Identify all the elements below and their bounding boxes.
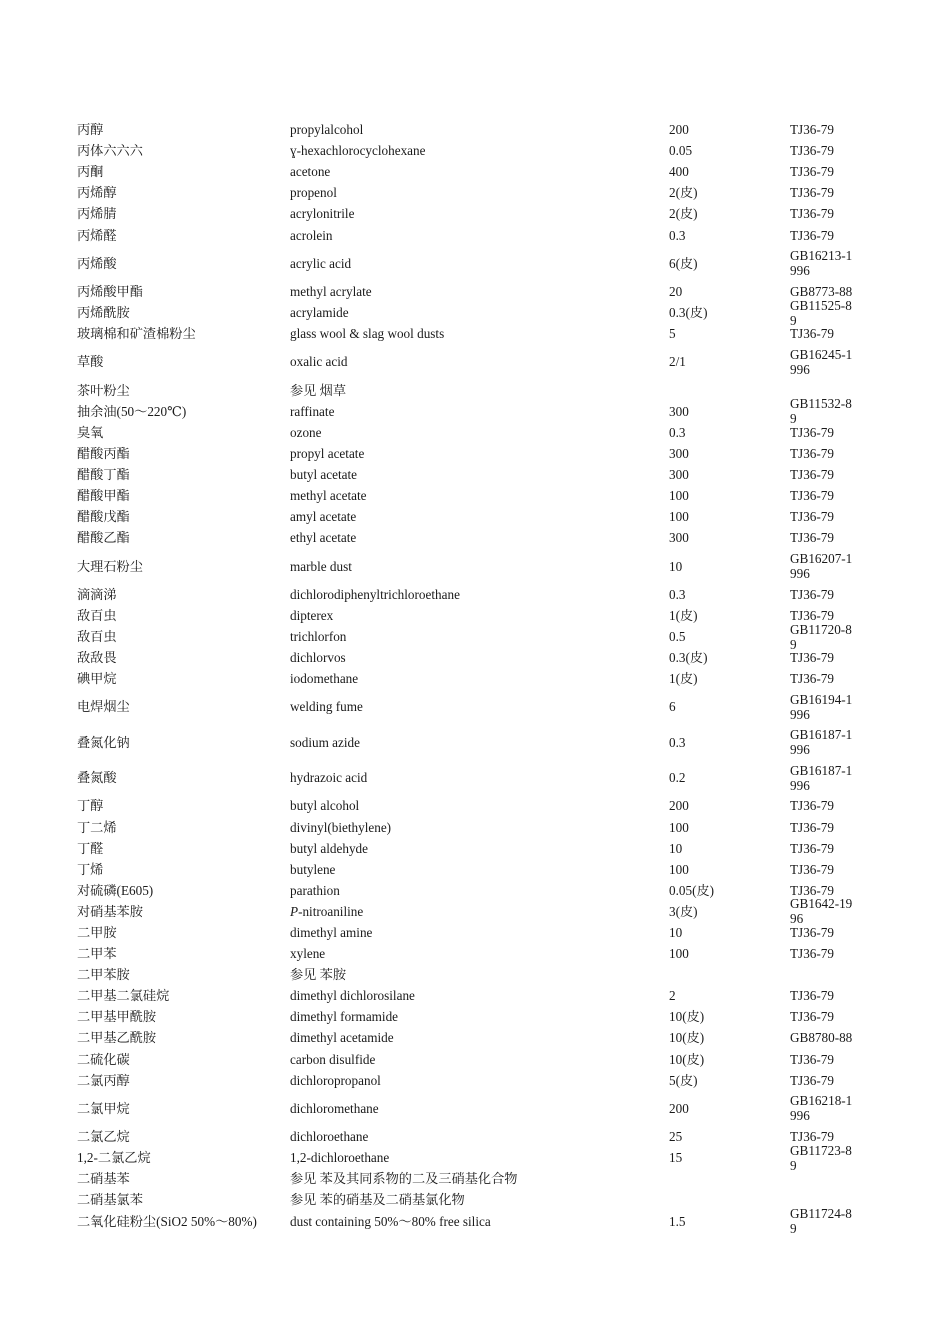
table-row <box>77 896 897 927</box>
chinese-name: 丙烯醇 <box>77 185 117 201</box>
chinese-name: 臭氧 <box>77 424 104 440</box>
standard-cell <box>790 820 880 835</box>
mac-value: 0.3 <box>669 734 686 750</box>
chinese-name: 醋酸丙酯 <box>77 445 130 461</box>
table-row <box>77 817 897 838</box>
standard-cell <box>790 763 880 793</box>
standard-code: TJ36-79 <box>790 1009 834 1025</box>
standard-cell <box>790 988 880 1003</box>
chinese-name: 二甲胺 <box>77 925 117 941</box>
standard-cell <box>790 248 880 278</box>
standard-cell <box>790 1009 880 1024</box>
standard-cell <box>790 446 880 461</box>
standard-code: TJ36-79 <box>790 424 834 440</box>
english-name: dichloroethane <box>290 1129 369 1145</box>
table-row <box>77 1126 897 1147</box>
chinese-name: 电焊烟尘 <box>77 699 130 715</box>
chinese-name: 二甲基乙酰胺 <box>77 1030 157 1046</box>
table-row <box>77 725 897 760</box>
standard-cell <box>790 798 880 813</box>
table-row <box>77 1206 897 1237</box>
mac-value: 100 <box>669 946 689 962</box>
table-row <box>77 1027 897 1048</box>
standard-code: TJ36-79 <box>790 530 834 546</box>
standard-code: TJ36-79 <box>790 122 834 138</box>
mac-value: 300 <box>669 403 689 419</box>
standard-code: GB8780-88 <box>790 1030 853 1046</box>
standard-cell <box>790 671 880 686</box>
standard-code: TJ36-79 <box>790 509 834 525</box>
chinese-name: 二甲苯胺 <box>77 967 130 983</box>
standard-cell <box>790 862 880 877</box>
mac-value: 0.3 <box>669 424 686 440</box>
chinese-name: 丁醇 <box>77 798 104 814</box>
standard-code: TJ36-79 <box>790 227 834 243</box>
mac-value: 0.05(皮) <box>669 882 715 898</box>
mac-value: 10 <box>669 558 683 574</box>
chinese-name: 丁烯 <box>77 861 104 877</box>
english-name: marble dust <box>290 558 352 574</box>
mac-value: 15 <box>669 1150 683 1166</box>
english-name: ɣ-hexachlorocyclohexane <box>290 143 426 159</box>
mac-value: 1.5 <box>669 1213 686 1229</box>
chinese-name: 草酸 <box>77 354 104 370</box>
standard-code: TJ36-79 <box>790 861 834 877</box>
mac-value: 2(皮) <box>669 185 698 201</box>
table-row <box>77 140 897 161</box>
english-name: dimethyl acetamide <box>290 1030 394 1046</box>
mac-value: 5 <box>669 326 676 342</box>
standard-code: GB16187-1996 <box>790 762 853 793</box>
table-row <box>77 964 897 985</box>
standard-cell <box>790 925 880 940</box>
standard-code: TJ36-79 <box>790 143 834 159</box>
chinese-name: 丙体六六六 <box>77 143 143 159</box>
mac-value: 2/1 <box>669 354 686 370</box>
chinese-name: 二氯丙醇 <box>77 1072 130 1088</box>
mac-value: 10(皮) <box>669 1051 705 1067</box>
table-row <box>77 464 897 485</box>
chinese-name: 二硫化碳 <box>77 1051 130 1067</box>
table-row <box>77 1142 897 1173</box>
english-name: propylalcohol <box>290 122 364 138</box>
english-name: xylene <box>290 946 326 962</box>
standard-cell <box>790 122 880 137</box>
mac-value: 10(皮) <box>669 1030 705 1046</box>
chinese-name: 敌百虫 <box>77 629 117 644</box>
standard-cell <box>790 396 880 426</box>
table-row <box>77 668 897 689</box>
mac-value: 3(皮) <box>669 903 698 919</box>
table-row <box>77 396 897 427</box>
chinese-name: 丙酮 <box>77 164 104 180</box>
standard-code: GB11532-89 <box>790 396 852 427</box>
mac-value: 10 <box>669 840 683 856</box>
chinese-name: 丙烯酰胺 <box>77 305 130 321</box>
mac-value: 1(皮) <box>669 671 698 687</box>
standard-cell <box>790 488 880 503</box>
chinese-name: 二甲苯 <box>77 946 117 962</box>
chinese-name: 丙烯腈 <box>77 206 117 222</box>
chinese-name: 醋酸丁酯 <box>77 467 130 483</box>
table-row <box>77 548 897 583</box>
mac-value: 0.05 <box>669 143 693 159</box>
chinese-name: 丙烯酸甲酯 <box>77 284 143 299</box>
english-name: 参见 苯胺 <box>290 967 347 983</box>
english-name: 1,2-dichloroethane <box>290 1150 390 1166</box>
chinese-name: 玻璃棉和矿渣棉粉尘 <box>77 326 196 342</box>
table-row <box>77 281 897 302</box>
standard-cell <box>790 946 880 961</box>
standard-cell <box>790 1093 880 1123</box>
mac-value: 10(皮) <box>669 1009 705 1025</box>
standard-code: TJ36-79 <box>790 1072 834 1088</box>
english-name: trichlorfon <box>290 629 347 644</box>
chinese-name: 叠氮化钠 <box>77 734 130 750</box>
table-row <box>77 1168 897 1189</box>
chinese-name: 丙烯醛 <box>77 227 117 243</box>
chinese-name: 丙烯酸 <box>77 255 117 271</box>
mac-value: 300 <box>669 467 689 483</box>
table-row <box>77 119 897 140</box>
english-name: acrylamide <box>290 305 349 321</box>
chinese-name: 抽余油(50～220℃) <box>77 403 187 419</box>
chinese-name: 醋酸甲酯 <box>77 488 130 504</box>
mac-value: 200 <box>669 1100 689 1116</box>
standard-cell <box>790 841 880 856</box>
english-name-rest: -nitroaniline <box>298 903 364 919</box>
standard-code: GB16194-1996 <box>790 691 853 722</box>
chinese-name: 二氯甲烷 <box>77 1100 130 1116</box>
table-row <box>77 323 897 344</box>
standard-cell <box>790 1030 880 1045</box>
english-name: raffinate <box>290 403 335 419</box>
standard-code: GB1642-1996 <box>790 896 853 927</box>
mac-value: 0.3(皮) <box>669 305 708 321</box>
standard-cell <box>790 1073 880 1088</box>
standard-code: TJ36-79 <box>790 326 834 342</box>
english-name: hydrazoic acid <box>290 770 368 786</box>
english-name: glass wool & slag wool dusts <box>290 326 445 342</box>
standard-code: GB16187-1996 <box>790 727 853 758</box>
english-name: 参见 烟草 <box>290 382 347 398</box>
table-row <box>77 1070 897 1091</box>
standard-cell <box>790 1052 880 1067</box>
english-name: propenol <box>290 185 337 201</box>
standard-code: TJ36-79 <box>790 1129 834 1145</box>
table-row <box>77 527 897 548</box>
english-name: acrylic acid <box>290 255 352 271</box>
english-name: methyl acetate <box>290 488 367 504</box>
standard-code: TJ36-79 <box>790 1051 834 1067</box>
english-name <box>290 904 669 919</box>
standard-cell <box>790 467 880 482</box>
mac-value: 100 <box>669 488 689 504</box>
standard-code: TJ36-79 <box>790 650 834 666</box>
english-name: dimethyl amine <box>290 925 373 941</box>
table-row <box>77 584 897 605</box>
table-row <box>77 182 897 203</box>
english-name: dimethyl dichlorosilane <box>290 988 415 1004</box>
chinese-name: 滴滴涕 <box>77 586 117 602</box>
standard-cell <box>790 143 880 158</box>
table-row <box>77 1049 897 1070</box>
standard-cell <box>790 530 880 545</box>
table-row <box>77 485 897 506</box>
standard-code: TJ36-79 <box>790 946 834 962</box>
standard-code: TJ36-79 <box>790 882 834 898</box>
standard-cell <box>790 1143 880 1173</box>
chinese-name: 二氯乙烷 <box>77 1129 130 1145</box>
standard-code: GB11724-89 <box>790 1206 852 1237</box>
english-name: dichloromethane <box>290 1100 379 1116</box>
table-row <box>77 689 897 724</box>
standard-cell <box>790 896 880 926</box>
english-name: butyl alcohol <box>290 798 360 814</box>
standard-cell <box>790 727 880 757</box>
chinese-name: 对硫磷(E605) <box>77 882 154 898</box>
table-row <box>77 760 897 795</box>
english-name: iodomethane <box>290 671 359 687</box>
substance-table <box>77 119 897 1237</box>
chinese-name: 敌敌畏 <box>77 650 117 666</box>
standard-cell <box>790 425 880 440</box>
table-row <box>77 838 897 859</box>
standard-cell <box>790 650 880 665</box>
english-name: oxalic acid <box>290 354 348 370</box>
standard-cell <box>790 326 880 341</box>
standard-code: TJ36-79 <box>790 164 834 180</box>
english-name: parathion <box>290 882 340 898</box>
table-row <box>77 647 897 668</box>
standard-code: TJ36-79 <box>790 671 834 687</box>
english-name: 参见 苯的硝基及二硝基氯化物 <box>290 1192 465 1208</box>
table-row <box>77 922 897 943</box>
chinese-name: 二硝基氯苯 <box>77 1192 143 1208</box>
table-row <box>77 880 897 901</box>
standard-cell <box>790 509 880 524</box>
table-row <box>77 203 897 224</box>
chinese-name: 醋酸乙酯 <box>77 530 130 546</box>
mac-value: 5(皮) <box>669 1072 698 1088</box>
standard-cell <box>790 298 880 328</box>
table-row <box>77 859 897 880</box>
standard-code: TJ36-79 <box>790 488 834 504</box>
table-row <box>77 985 897 1006</box>
mac-value: 400 <box>669 164 689 180</box>
standard-code: TJ36-79 <box>790 206 834 222</box>
table-row <box>77 443 897 464</box>
standard-cell <box>790 1206 880 1236</box>
english-name: ethyl acetate <box>290 530 357 546</box>
table-row <box>77 506 897 527</box>
standard-code: GB16213-1996 <box>790 248 853 279</box>
mac-value: 2 <box>669 988 676 1004</box>
mac-value: 10 <box>669 925 683 941</box>
chinese-name: 大理石粉尘 <box>77 558 143 574</box>
english-name: dichlorodiphenyltrichloroethane <box>290 586 460 602</box>
chinese-name: 丁醛 <box>77 840 104 856</box>
chinese-name: 茶叶粉尘 <box>77 382 130 398</box>
mac-value: 0.2 <box>669 770 686 786</box>
table-row <box>77 605 897 626</box>
chinese-name: 1,2-二氯乙烷 <box>77 1150 151 1166</box>
english-name: dipterex <box>290 607 334 623</box>
standard-code: TJ36-79 <box>790 988 834 1004</box>
standard-code: GB8773-88 <box>790 284 853 299</box>
mac-value: 200 <box>669 798 689 814</box>
standard-cell <box>790 692 880 722</box>
english-name: butyl aldehyde <box>290 840 369 856</box>
table-row <box>77 1189 897 1210</box>
standard-code: GB11723-89 <box>790 1142 852 1173</box>
mac-value: 0.3 <box>669 227 686 243</box>
table-row <box>77 1006 897 1027</box>
standard-code: GB11525-89 <box>790 297 852 328</box>
table-row <box>77 1091 897 1126</box>
mac-value: 0.5 <box>669 629 686 644</box>
standard-code: GB16245-1996 <box>790 346 853 377</box>
standard-cell <box>790 347 880 377</box>
standard-code: TJ36-79 <box>790 840 834 856</box>
standard-cell <box>790 164 880 179</box>
standard-code: TJ36-79 <box>790 467 834 483</box>
standard-code: TJ36-79 <box>790 586 834 602</box>
standard-code: GB16207-1996 <box>790 551 853 582</box>
table-row <box>77 161 897 182</box>
mac-value: 100 <box>669 861 689 877</box>
standard-cell <box>790 551 880 581</box>
mac-value: 25 <box>669 1129 683 1145</box>
english-name-prefix: P <box>290 903 299 919</box>
table-row <box>77 422 897 443</box>
chinese-name: 对硝基苯胺 <box>77 903 143 919</box>
table-row <box>77 224 897 245</box>
standard-cell <box>790 587 880 602</box>
mac-value: 1(皮) <box>669 607 698 623</box>
mac-value: 2(皮) <box>669 206 698 222</box>
mac-value: 300 <box>669 445 689 461</box>
table-row <box>77 943 897 964</box>
chinese-name: 二氧化硅粉尘(SiO2 50%～80%) <box>77 1213 257 1229</box>
standard-cell <box>790 622 880 652</box>
chinese-name: 丙醇 <box>77 122 104 138</box>
english-name: dichlorvos <box>290 650 346 666</box>
table-row <box>77 621 897 652</box>
chinese-name: 叠氮酸 <box>77 770 117 786</box>
english-name: methyl acrylate <box>290 284 372 299</box>
english-name: butyl acetate <box>290 467 357 483</box>
standard-cell <box>790 206 880 221</box>
table-row <box>77 380 897 401</box>
standard-code: TJ36-79 <box>790 819 834 835</box>
chinese-name: 二甲基甲酰胺 <box>77 1009 157 1025</box>
chinese-name: 丁二烯 <box>77 819 117 835</box>
english-name: propyl acetate <box>290 445 365 461</box>
mac-value: 6 <box>669 699 676 715</box>
table-row <box>77 297 897 328</box>
standard-code: TJ36-79 <box>790 798 834 814</box>
english-name: acetone <box>290 164 331 180</box>
standard-code: TJ36-79 <box>790 185 834 201</box>
english-name: acrylonitrile <box>290 206 355 222</box>
mac-value: 100 <box>669 509 689 525</box>
standard-code: TJ36-79 <box>790 607 834 623</box>
standard-code: GB16218-1996 <box>790 1093 853 1124</box>
mac-value: 0.3(皮) <box>669 650 708 666</box>
standard-code: GB11720-89 <box>790 621 852 652</box>
mac-value: 20 <box>669 284 683 299</box>
chinese-name: 碘甲烷 <box>77 671 117 687</box>
english-name: ozone <box>290 424 322 440</box>
english-name: carbon disulfide <box>290 1051 376 1067</box>
mac-value: 100 <box>669 819 689 835</box>
table-row <box>77 795 897 816</box>
english-name: 参见 苯及其同系物的二及三硝基化合物 <box>290 1171 518 1187</box>
english-name: sodium azide <box>290 734 360 750</box>
english-name: welding fume <box>290 699 363 715</box>
chinese-name: 敌百虫 <box>77 607 117 623</box>
standard-cell <box>790 228 880 243</box>
english-name: butylene <box>290 861 336 877</box>
table-row <box>77 246 897 281</box>
standard-code: TJ36-79 <box>790 925 834 941</box>
english-name: acrolein <box>290 227 333 243</box>
chinese-name: 醋酸戊酯 <box>77 509 130 525</box>
english-name: divinyl(biethylene) <box>290 819 392 835</box>
english-name: dimethyl formamide <box>290 1009 399 1025</box>
table-row <box>77 344 897 379</box>
mac-value: 0.3 <box>669 586 686 602</box>
mac-value: 6(皮) <box>669 255 698 271</box>
english-name: dust containing 50%～80% free silica <box>290 1213 491 1229</box>
mac-value: 200 <box>669 122 689 138</box>
standard-code: TJ36-79 <box>790 445 834 461</box>
chinese-name: 二甲基二氯硅烷 <box>77 988 170 1004</box>
english-name: dichloropropanol <box>290 1072 381 1088</box>
english-name: amyl acetate <box>290 509 357 525</box>
standard-cell <box>790 185 880 200</box>
mac-value: 300 <box>669 530 689 546</box>
chinese-name: 二硝基苯 <box>77 1171 130 1187</box>
